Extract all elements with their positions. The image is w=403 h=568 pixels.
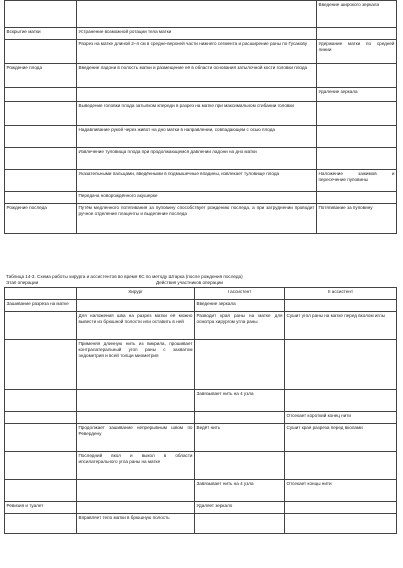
assistant-2-cell: Сушит угол раны на матке перед вколом иглы — [285, 312, 397, 340]
assistant-1-cell: Ведёт нить — [195, 424, 285, 452]
table-row — [5, 88, 397, 102]
action-cell — [77, 88, 317, 102]
action-cell: Устранение возможной ротации тела матки — [77, 28, 317, 40]
assistant-cell: Потягивание за пуповину — [317, 204, 397, 234]
assistant-2-cell — [285, 390, 397, 412]
stage-cell — [5, 424, 77, 452]
table-row — [5, 300, 397, 312]
action-cell: Передача новорождённого акушерке — [77, 192, 317, 204]
assistant-2-cell — [285, 340, 397, 390]
surgeon-cell — [77, 502, 195, 514]
stage-cell — [5, 192, 77, 204]
stage-table-top — [4, 0, 397, 234]
table-row — [5, 102, 397, 126]
header-assistant-2: II ассистент — [285, 288, 397, 300]
surgeon-cell: Вправляет тело матки в брюшную полость — [77, 514, 195, 534]
stage-cell — [5, 514, 77, 534]
stage-cell — [5, 312, 77, 340]
surgeon-cell: Для наложения шва на разрез матки её можно вывести из брюшной полости или оставить в ней — [77, 312, 195, 340]
header-assistant-1: I ассистент — [195, 288, 285, 300]
table-row — [5, 514, 397, 534]
table-row — [5, 126, 397, 148]
action-cell: Путём медленного потягивания за пуповину способствует рождению последа, а при затруднении проводит ручное отделение плаценты и выделение последа — [77, 204, 317, 234]
assistant-2-cell: Отсекает концы нити — [285, 480, 397, 502]
surgeon-cell — [77, 300, 195, 312]
actions-column-label: Действия участников операции — [156, 280, 223, 285]
surgeon-cell: Применяя длинную нить из викрила, прошивает контралатеральный угол раны с захватом эндометрия и всей толщи миометрия — [77, 340, 195, 390]
table-row — [5, 170, 397, 192]
assistant-1-cell: Завязывает нить на 4 узла — [195, 390, 285, 412]
action-cell: Введение ладони в полость матки и размещение её в области основания затылочной кости головки плода — [77, 64, 317, 88]
action-cell: Надавливание рукой через живот на дно матки в направлении, совпадающем с осью плода — [77, 126, 317, 148]
table-row — [5, 412, 397, 424]
stage-cell: Ревизия и туалет — [5, 502, 77, 514]
header-surgeon: Хирург — [77, 288, 195, 300]
surgeon-cell: Последний вкол и выкол в области ипсилатерального угла раны на матке — [77, 452, 195, 480]
stage-cell: Вскрытие матки — [5, 28, 77, 40]
action-cell: Извлечение туловища плода при продолжающемся давлении ладони на дно матки — [77, 148, 317, 170]
assistant-cell — [317, 126, 397, 148]
assistant-1-cell — [195, 340, 285, 390]
table-row — [5, 28, 397, 40]
stage-cell — [5, 102, 77, 126]
stage-cell — [5, 452, 77, 480]
assistant-2-cell — [285, 502, 397, 514]
assistant-2-cell — [285, 452, 397, 480]
surgeon-cell — [77, 390, 195, 412]
assistant-cell — [317, 64, 397, 88]
assistant-cell — [317, 148, 397, 170]
table-row — [5, 390, 397, 412]
assistant-2-cell — [285, 514, 397, 534]
table-row — [5, 480, 397, 502]
assistant-2-cell — [285, 300, 397, 312]
assistant-cell — [317, 102, 397, 126]
table-row — [5, 148, 397, 170]
assistant-1-cell: Завязывает нить на 4 узла — [195, 480, 285, 502]
stage-cell — [5, 148, 77, 170]
assistant-1-cell — [195, 514, 285, 534]
surgeon-cell — [77, 412, 195, 424]
table-row — [5, 204, 397, 234]
table-row — [5, 340, 397, 390]
assistant-cell — [317, 192, 397, 204]
stage-cell: Зашивание разреза на матке — [5, 300, 77, 312]
action-cell: Указательными пальцами, введёнными в подмышечные впадины, извлекает туловище плода — [77, 170, 317, 192]
stage-cell — [5, 40, 77, 64]
table-row — [5, 1, 397, 28]
stage-cell — [5, 390, 77, 412]
stage-cell — [5, 340, 77, 390]
assistant-1-cell — [195, 452, 285, 480]
assistant-cell: Наложение зажимов и пересечение пуповины — [317, 170, 397, 192]
stage-cell — [5, 412, 77, 424]
table-row — [5, 192, 397, 204]
assistant-cell — [317, 28, 397, 40]
surgeon-cell — [77, 480, 195, 502]
stage-cell — [5, 88, 77, 102]
stage-column-label: Этап операции — [6, 280, 39, 285]
surgeon-cell: Продолжает зашивание непрерывным швом по Ревердену — [77, 424, 195, 452]
assistant-cell: Удержание матки по средней линии — [317, 40, 397, 64]
stage-cell — [5, 126, 77, 148]
table-row — [5, 312, 397, 340]
assistant-1-cell — [195, 412, 285, 424]
table-caption-columns — [6, 280, 398, 286]
assistant-2-cell: Сушит края разреза перед вколами — [285, 424, 397, 452]
action-cell — [77, 1, 317, 28]
table-row — [5, 64, 397, 88]
stage-cell — [5, 480, 77, 502]
header-stage-cell — [5, 288, 77, 300]
action-cell: Разрез на матке длиной 2–4 см в средне-верхней части нижнего сегмента и расширение раны по Гусакову — [77, 40, 317, 64]
assistant-2-cell: Отсекает короткий конец нити — [285, 412, 397, 424]
action-cell: Выведение головки плода затылком кпереди в разрез на матке при максимальном сгибании головки — [77, 102, 317, 126]
table-caption: Таблица 14-3. Схема работы хирурга и ассистентов во время КС по методу Штарка (после рождения последа) — [6, 274, 243, 279]
assistant-cell: Введение широкого зеркала — [317, 1, 397, 28]
table-row — [5, 424, 397, 452]
assistant-1-cell: Введение зеркала — [195, 300, 285, 312]
assistant-cell: Удаление зеркала — [317, 88, 397, 102]
stark-operation-table — [4, 287, 397, 534]
table-row — [5, 40, 397, 64]
stage-cell — [5, 170, 77, 192]
assistant-1-cell: Удаляет зеркало — [195, 502, 285, 514]
stage-cell: Рождение плода — [5, 64, 77, 88]
assistant-1-cell: Разводит края раны на матке для осмотра хирургом угла раны — [195, 312, 285, 340]
stage-cell: Рождение последа — [5, 204, 77, 234]
table-header-row — [5, 288, 397, 300]
stage-cell — [5, 1, 77, 28]
table-row — [5, 502, 397, 514]
table-row — [5, 452, 397, 480]
